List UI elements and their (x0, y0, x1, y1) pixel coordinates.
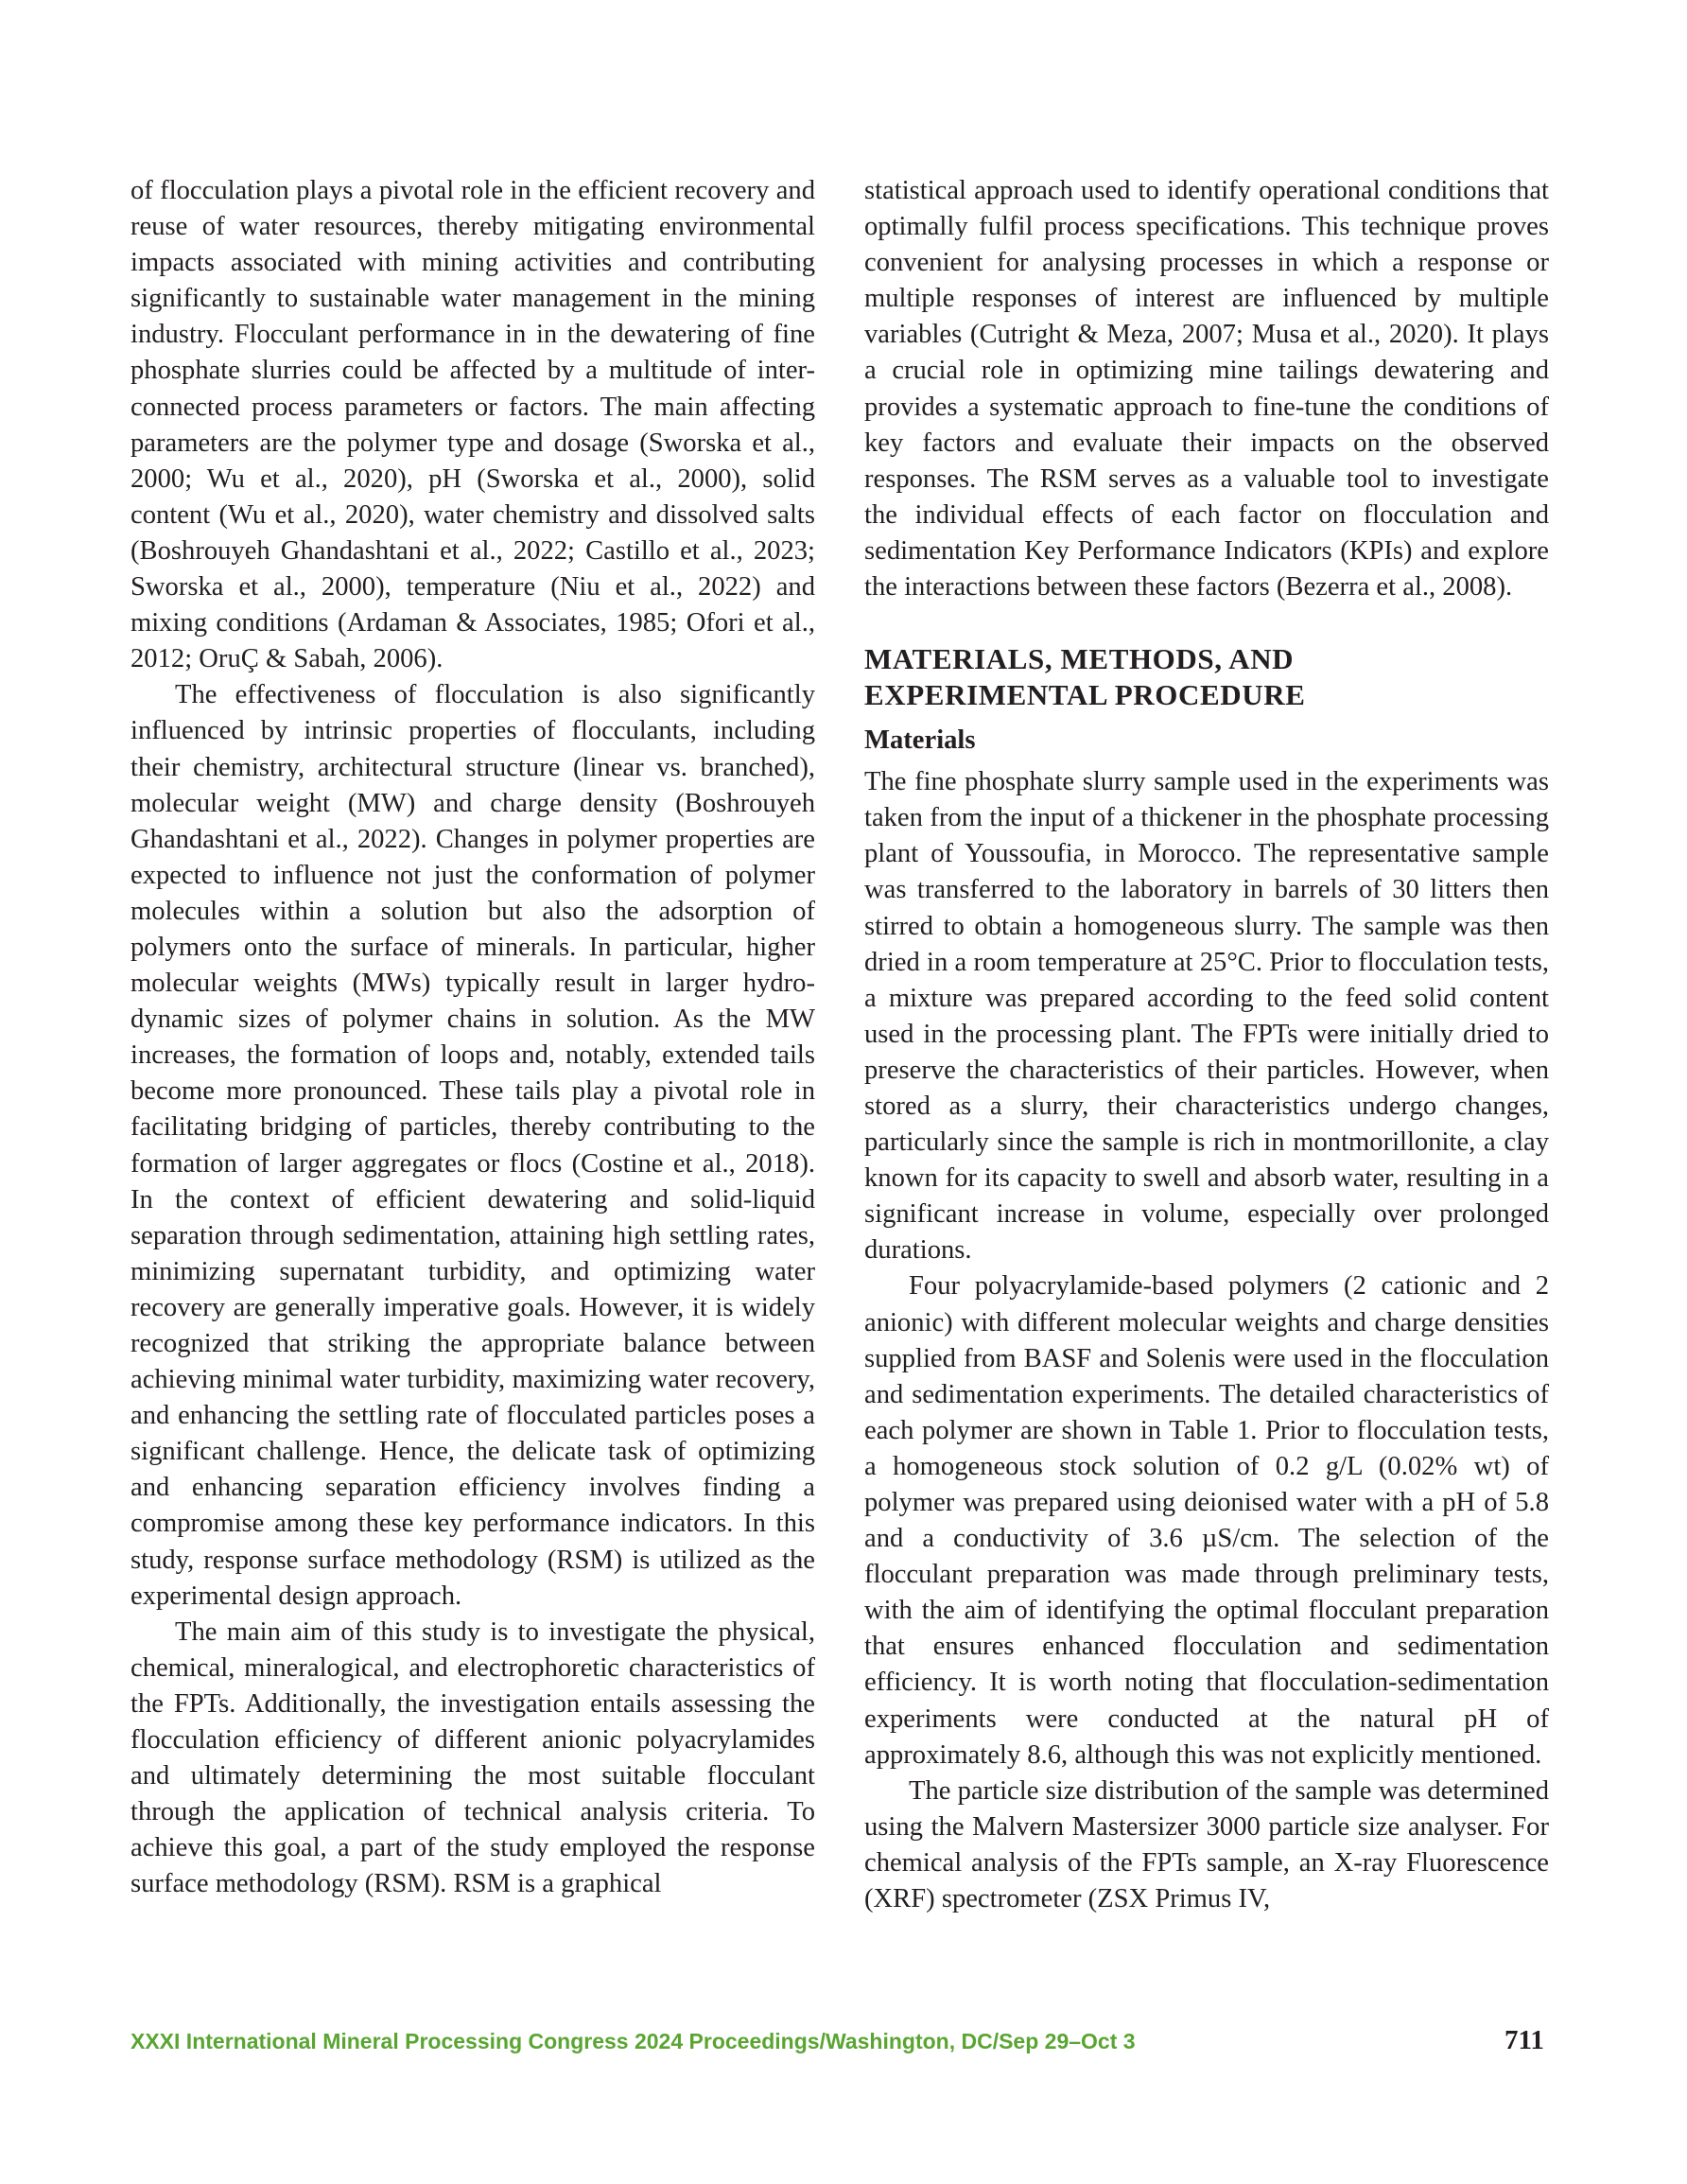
body-paragraph-3: The main aim of this study is to investigate the physical, chemical, mineralogical, and electrophoretic characteristics of the FPTs. Additionally, the investigation entails assessing the flocculation efficiency of different anionic polyacrylamides and ultimately determining the most suitable flocculant through the application of technical analysis criteria. To achieve this goal, a part of the study employed the response surface methodology (RSM). RSM is a graphical (130, 1616, 815, 1899)
section-heading (864, 641, 1549, 713)
footer-conference-title: XXXI International Mineral Processing Congress 2024 Proceedings/Washington, DC/Sep 29–Oct 3 (130, 2029, 1136, 2053)
subheading-materials: Materials (864, 725, 976, 756)
page-footer (130, 2026, 1549, 2064)
materials-paragraph-1: The fine phosphate slurry sample used in the experiments was taken from the input of a thickener in the phosphate processing plant of Youssoufia, in Morocco. The representative sample was transferred to the laboratory in barrels of 30 litters then stirred to obtain a homogeneous slurry. The sample was then dried in a room temperature at 25°C. Prior to flocculation tests, a mixture was prepared according to the feed solid content used in the processing plant. The FPTs were initially dried to preserve the characteristics of their particles. However, when stored as a slurry, their characteristics undergo changes, particularly since the sample is rich in montmorillonite, a clay known for its capacity to swell and absorb water, resulting in a significant increase in volume, especially over prolonged durations. (864, 767, 1549, 1266)
section-heading-line-2: EXPERIMENTAL PROCEDURE (864, 678, 1306, 712)
body-paragraph-2: The effectiveness of flocculation is also significantly influenced by intrinsic properties of flocculants, including their chemistry, architectural structure (linear vs. branched), molecular weight (MW) and charge density (Boshrouyeh Ghandashtani et al., 2022). Changes in polymer properties are expected to influence not just the conformation of polymer molecules within a solution but also the adsorption of polymers onto the surface of minerals. In particular, higher molecular weights (MWs) typically result in larger hydrodynamic sizes of polymer chains in solution. As the MW increases, the formation of loops and, notably, extended tails become more pronounced. These tails play a pivotal role in facilitating bridging of particles, thereby contributing to the formation of larger aggregates or flocs (Costine et al., 2018). In the context of efficient dewatering and solid-liquid separation through sedimentation, attaining high settling rates, minimizing supernatant turbidity, and optimizing water recovery are generally imperative goals. However, it is widely recognized that striking the appropriate balance between achieving minimal water turbidity, maximizing water recovery, and enhancing the settling rate of flocculated particles poses a significant challenge. Hence, the delicate task of optimizing and enhancing separation efficiency involves finding a compromise among these key performance indicators. In this study, response surface methodology (RSM) is utilized as the experimental design approach. (130, 680, 815, 1611)
section-heading-line-1: MATERIALS, METHODS, AND (864, 642, 1295, 676)
page-number: 711 (1504, 2025, 1544, 2055)
materials-paragraph-3: The particle size distribution of the sample was determined using the Malvern Mastersizer 3000 particle size analyser. For chemical analysis of the FPTs sample, an X-ray Fluorescence (XRF) spectrometer (ZSX Primus IV, (864, 1775, 1549, 1914)
materials-paragraph-2: Four polyacrylamide-based polymers (2 cationic and 2 anionic) with different molecular weights and charge densities supplied from BASF and Solenis were used in the flocculation and sedimentation experiments. The detailed characteristics of each polymer are shown in Table 1. Prior to flocculation tests, a homogeneous stock solution of 0.2 g/L (0.02% wt) of polymer was prepared using deionised water with a pH of 5.8 and a conductivity of 3.6 µS/​cm. The selection of the flocculant preparation was made through preliminary tests, with the aim of identifying the optimal flocculant preparation that ensures enhanced flocculation and sedimentation efficiency. It is worth noting that flocculation-sedimentation experiments were conducted at the natural pH of approximately 8.6, although this was not explicitly mentioned. (864, 1271, 1549, 1770)
body-paragraph-1: of flocculation plays a pivotal role in the efficient recovery and reuse of water resources, thereby mitigating environmental impacts associated with mining activities and contributing significantly to sustainable water management in the mining industry. Flocculant performance in in the dewatering of fine phosphate slurries could be affected by a multitude of inter-connected process parameters or factors. The main affecting parameters are the polymer type and dosage (Sworska et al., 2000; Wu et al., 2020), pH (Sworska et al., 2000), solid content (Wu et al., 2020), water chemistry and dissolved salts (Boshrouyeh Ghandashtani et al., 2022; Castillo et al., 2023; Sworska et al., 2000), temperature (Niu et al., 2022) and mixing conditions (Ardaman & Associates, 1985; Ofori et al., 2012; OruÇ & Sabah, 2006). (130, 176, 815, 674)
body-paragraph-rsm: statistical approach used to identify operational conditions that optimally fulfil process specifications. This technique proves convenient for analysing processes in which a response or multiple responses of interest are influenced by multiple variables (Cutright & Meza, 2007; Musa et al., 2020). It plays a crucial role in optimizing mine tailings dewatering and provides a systematic approach to fine-tune the conditions of key factors and evaluate their impacts on the observed responses. The RSM serves as a valuable tool to investigate the individual effects of each factor on flocculation and sedimentation Key Performance Indicators (KPIs) and explore the interactions between these factors (Bezerra et al., 2008). (864, 176, 1549, 603)
left-column (130, 173, 815, 1903)
right-column (864, 173, 1549, 1917)
